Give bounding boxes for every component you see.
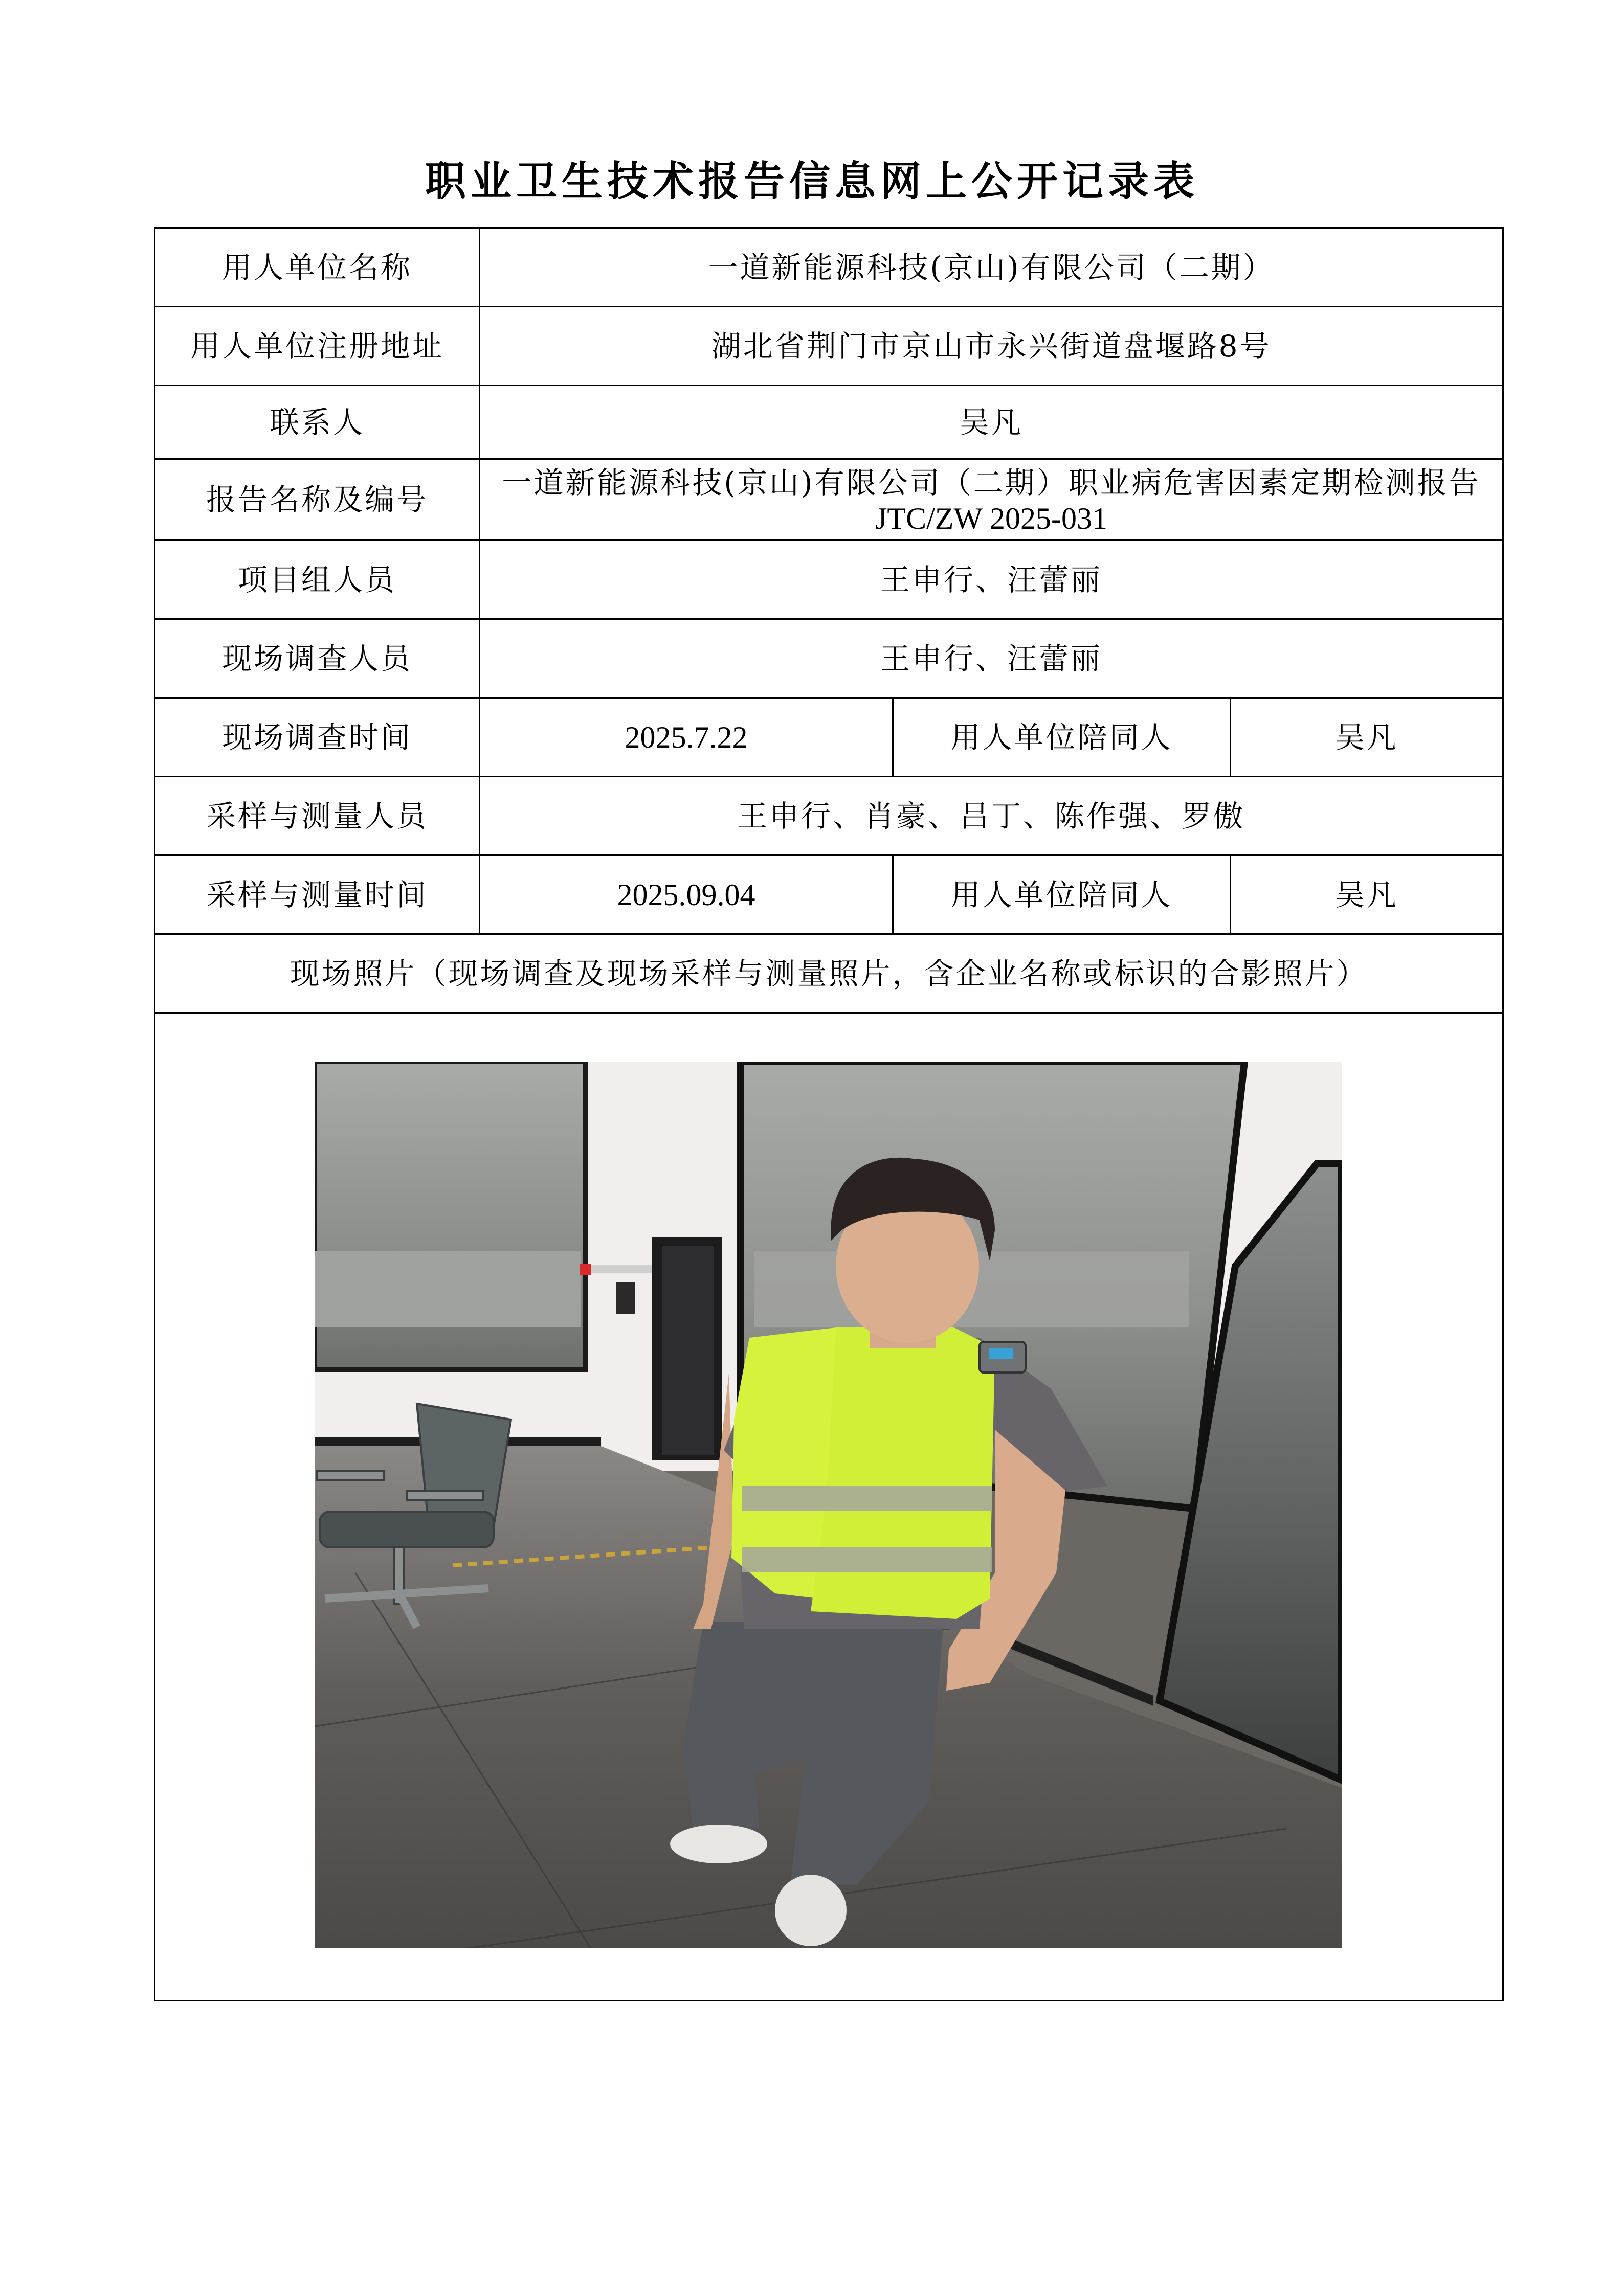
photos-header: 现场照片（现场调查及现场采样与测量照片，含企业名称或标识的合影照片） xyxy=(155,934,1503,1013)
sampling-staff-value: 王申行、肖豪、吕丁、陈作强、罗傲 xyxy=(480,777,1503,856)
row-contact xyxy=(155,386,1503,459)
sampling-staff-label: 采样与测量人员 xyxy=(155,777,480,856)
site-survey-staff-label: 现场调查人员 xyxy=(155,619,480,698)
row-site-survey-time xyxy=(155,698,1503,777)
contact-value: 吴凡 xyxy=(480,386,1503,459)
site-survey-staff-value: 王申行、汪蕾丽 xyxy=(480,619,1503,698)
report-name: 一道新能源科技(京山)有限公司（二期）职业病危害因素定期检测报告 xyxy=(502,465,1481,500)
employer-name-value: 一道新能源科技(京山)有限公司（二期） xyxy=(480,228,1503,307)
employer-name-label: 用人单位名称 xyxy=(155,228,480,307)
report-value xyxy=(480,459,1503,541)
page-title: 职业卫生技术报告信息网上公开记录表 xyxy=(425,157,1199,205)
site-photo xyxy=(315,1062,1342,1948)
row-sampling-staff xyxy=(155,777,1503,856)
row-employer-address xyxy=(155,307,1503,386)
report-code: JTC/ZW 2025-031 xyxy=(875,502,1107,535)
row-project-team xyxy=(155,541,1503,619)
sampling-time-label: 采样与测量时间 xyxy=(155,856,480,934)
site-survey-time-value: 2025.7.22 xyxy=(480,698,893,777)
row-report xyxy=(155,459,1503,541)
project-team-label: 项目组人员 xyxy=(155,541,480,619)
row-photos-header xyxy=(155,934,1503,1013)
row-employer-name xyxy=(155,228,1503,307)
sampling-companion-label: 用人单位陪同人 xyxy=(893,856,1231,934)
row-site-survey-staff xyxy=(155,619,1503,698)
report-label: 报告名称及编号 xyxy=(155,459,480,541)
hi-vis-vest xyxy=(731,1327,995,1619)
site-photo-image xyxy=(315,1062,1342,1948)
sampling-companion-value: 吴凡 xyxy=(1231,856,1503,934)
site-survey-companion-value: 吴凡 xyxy=(1231,698,1503,777)
row-sampling-time xyxy=(155,856,1503,934)
site-survey-companion-label: 用人单位陪同人 xyxy=(893,698,1231,777)
site-survey-time-label: 现场调查时间 xyxy=(155,698,480,777)
sampling-time-value: 2025.09.04 xyxy=(480,856,893,934)
contact-label: 联系人 xyxy=(155,386,480,459)
project-team-value: 王申行、汪蕾丽 xyxy=(480,541,1503,619)
employer-address-value: 湖北省荆门市京山市永兴街道盘堰路8号 xyxy=(480,307,1503,386)
employer-address-label: 用人单位注册地址 xyxy=(155,307,480,386)
